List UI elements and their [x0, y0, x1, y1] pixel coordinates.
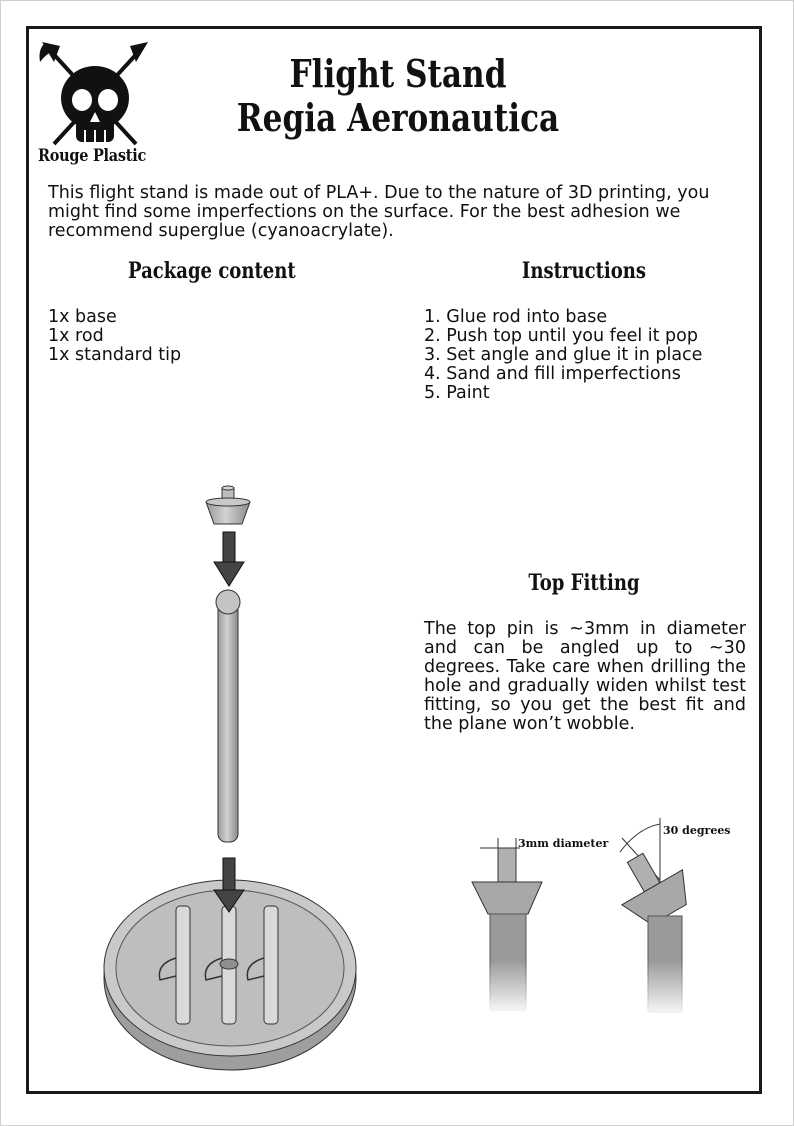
top-fitting-heading: Top Fitting [528, 570, 640, 596]
title-line-2: Regia Aeronautica [236, 95, 560, 140]
diameter-diagram [472, 837, 608, 1016]
tip-part [206, 486, 250, 524]
list-item: 1x standard tip [48, 345, 182, 365]
rod-part [216, 590, 240, 842]
list-item: 3. Set angle and glue it in place [424, 345, 703, 365]
instructions-heading: Instructions [521, 258, 647, 284]
intro-paragraph: This flight stand is made out of PLA+. Due to the nature of 3D printing, you might find some imperfections on the surface. For the best adhesion we recommend superglue (cyanoacrylate). [48, 183, 710, 241]
list-item: 4. Sand and fill imperfections [424, 364, 681, 384]
list-item: 1x base [48, 307, 117, 327]
package-heading: Package content [128, 258, 296, 284]
title-line-1: Flight Stand [289, 51, 507, 96]
list-item: 1. Glue rod into base [424, 307, 608, 327]
angle-diagram [605, 818, 731, 1018]
diameter-label: 3mm diameter [518, 837, 609, 850]
angle-label: 30 degrees [663, 824, 731, 837]
brand-name: Rouge Plastic [38, 146, 146, 166]
top-fitting-paragraph: The top pin is ~3mm in diameter and can be angled up to ~30 degrees. Take care when drilling the hole and gradually widen whilst test fitting, so you get the best fit and the plane won’t wobble. [424, 619, 746, 734]
list-item: 5. Paint [424, 383, 490, 403]
list-item: 2. Push top until you feel it pop [424, 326, 698, 346]
list-item: 1x rod [48, 326, 104, 346]
down-arrow-icon [214, 532, 244, 586]
